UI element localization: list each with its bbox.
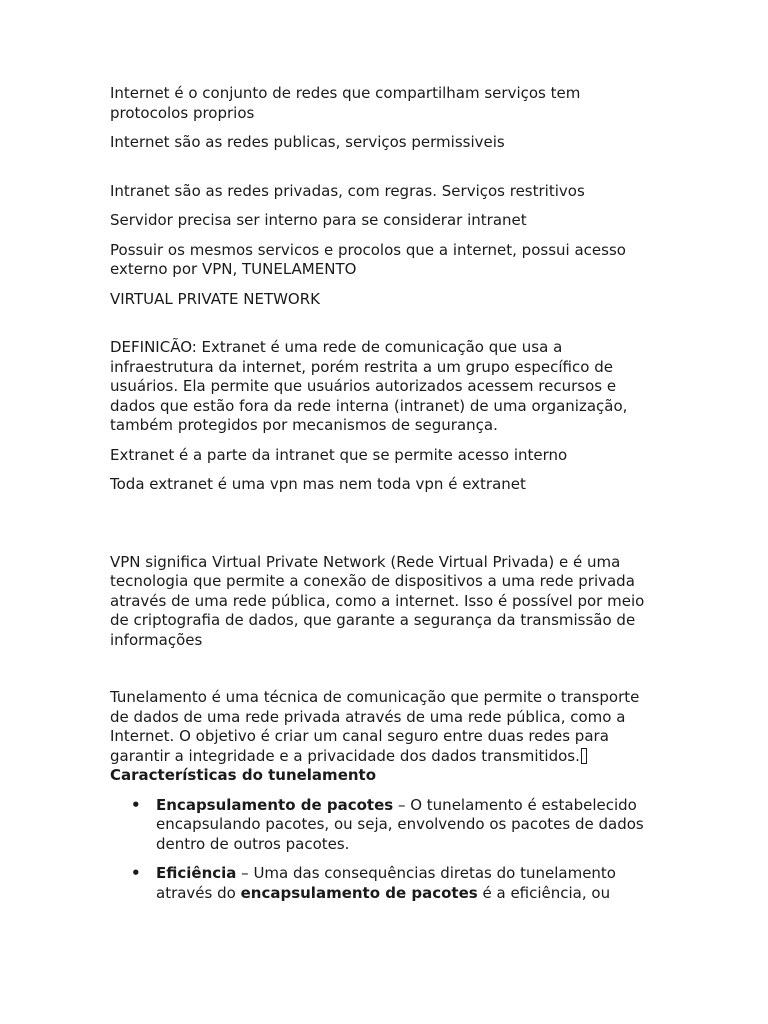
bullet-text: – Uma das consequências diretas do tunelamento através do [156, 864, 616, 902]
bullet-text: – O tunelamento é estabelecido encapsulando pacotes, ou seja, envolvendo os pacotes de dados dentro de outros pacotes. [156, 795, 644, 853]
paragraph-intranet-private: Intranet são as redes privadas, com regras. Serviços restritivos [110, 181, 585, 200]
list-item [110, 864, 662, 903]
bullet-icon: • [131, 864, 141, 882]
paragraph-tunelamento-definition [110, 688, 662, 766]
paragraph-vpn-definition: VPN significa Virtual Private Network (Rede Virtual Privada) e é uma tecnologia que permite a conexão de dispositivos a uma rede privada através de uma rede pública, como a internet. Isso é possível por meio de criptografia de dados, que garante a segurança da transmissão de informações [110, 552, 645, 649]
paragraph-intranet-server: Servidor precisa ser interno para se considerar intranet [110, 211, 527, 229]
paragraph-extranet-part: Extranet é a parte da intranet que se permite acesso interno [110, 445, 568, 464]
bullet-term: Eficiência [156, 864, 237, 882]
paragraph-vpn-acronym: VIRTUAL PRIVATE NETWORK [110, 289, 320, 308]
list-item [110, 796, 662, 855]
missing-glyph-icon [581, 748, 587, 764]
bullet-term-inline: encapsulamento de pacotes [240, 883, 478, 902]
blank-line [110, 319, 662, 338]
paragraph-extranet-vpn: Toda extranet é uma vpn mas nem toda vpn é extranet [110, 475, 526, 493]
document-body [110, 84, 662, 913]
bullet-text-continued: é a eficiência, ou [477, 883, 611, 902]
bullet-term: Encapsulamento de pacotes [156, 795, 394, 814]
blank-line [110, 163, 662, 182]
paragraph-internet-definition: Internet é o conjunto de redes que compartilham serviços tem protocolos proprios [110, 84, 581, 122]
paragraph-extranet-definition: DEFINICÃO: Extranet é uma rede de comunicação que usa a infraestrutura da internet, porém restrita a um grupo específico de usuários. Ela permite que usuários autorizados acessem recursos e dados que estão fora da rede interna (intranet) de uma organização, também protegidos por mecanismos de segurança. [110, 338, 628, 434]
paragraph-internet-public: Internet são as redes publicas, serviços permissiveis [110, 133, 505, 151]
blank-line [110, 660, 662, 688]
section-heading-tunelamento: Características do tunelamento [110, 766, 377, 784]
bullet-list [110, 796, 662, 904]
bullet-icon: • [131, 795, 141, 814]
paragraph-intranet-services: Possuir os mesmos servicos e procolos que a internet, possui acesso externo por VPN, TUNELAMENTO [110, 240, 626, 278]
paragraph-tunelamento-text: Tunelamento é uma técnica de comunicação que permite o transporte de dados de uma rede privada através de uma rede pública, como a Internet. O objetivo é criar um canal seguro entre duas redes para garantir a integridade e a privacidade dos dados transmitidos. [110, 688, 640, 765]
blank-line [110, 505, 662, 553]
